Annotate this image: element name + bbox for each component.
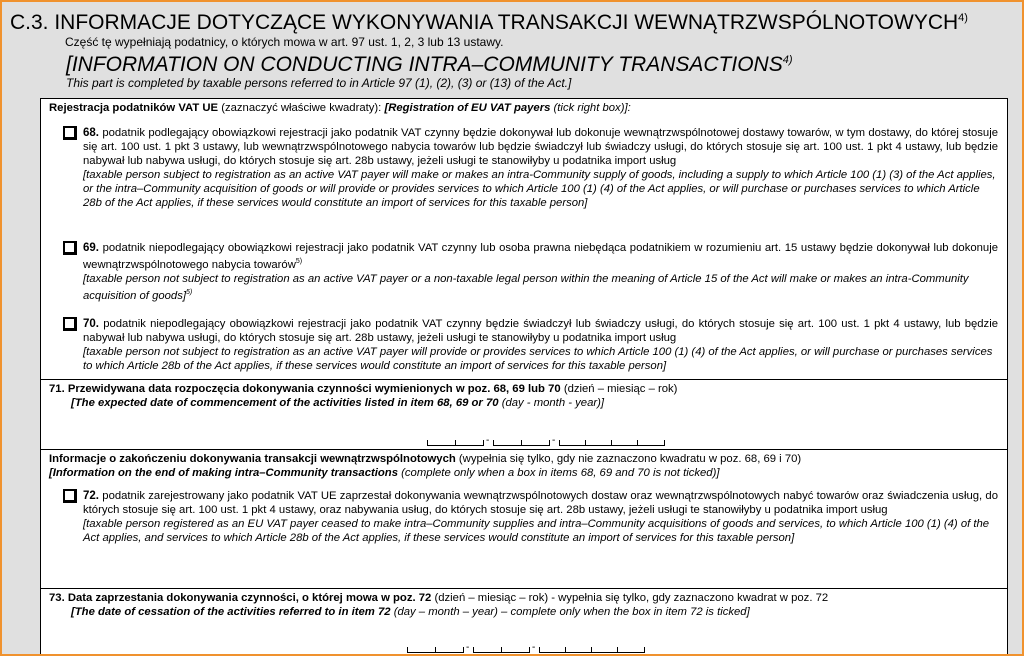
option-70-text-en: [taxable person not subject to registration as an active VAT payer will provide or provides services to which Article 100 (1) (4) of the Act applies, or will purchase or purchases services to which Article 28b of the Act applies, if these services would constitute an import of services for this taxable person]: [83, 346, 993, 372]
option-69-text: podatnik niepodlegający obowiązkowi rejestracji jako podatnik VAT czynny lub osoba prawna niebędąca podatnikiem w rozumieniu art. 15 ustawy będzie dokonywał lub dokonuje wewnątrzwspólnotowego nabycia towarów: [83, 242, 999, 271]
form-panel: Rejestracja podatników VAT UE (zaznaczyć właściwe kwadraty): [Registration of EU VAT payers (tick right box)]: 68. podatnik podlegający obowiązkowi rejestracji jako podatnik VAT czynny będzie dokonywał lub dokonuje wewnątrzwspólnotowej dostawy towarów, w tym dostawy, do której stosuje się art. 100 ust. 1 pkt 3 ustawy, lub wewnątrzwspólnotowego nabycia towarów lub będzie świadczył lub świadczy usługi, do których stosuje się art. 100 ust. 1 pkt 4 ustawy, lub będzie nabywał lub nabywa usługi, do których stosuje się art. 28b ustawy, jeżeli usługi te stanowiłyby u podatnika import usług [taxable person subject to registration as an active VAT payer will make or makes an intra-Community supply of goods, including a supply to which Article 100 (1) (3) of the Act applies, or the intra–Community acquisition of goods or will provide or provides services to which Article 100 (1) (4) of the Act applies, or will purchase or purchases services to which Article 28b of the Act applies, if these services would constitute an import of services for this taxable person] 69. podatnik niepodlegający obowiązkowi rejestracji jako podatnik VAT czynny lub osoba prawna niebędąca podatnikiem w rozumieniu art. 15 ustawy będzie dokonywał lub dokonuje wewnątrzwspólnotowego nabycia towarów$^{5)}$ [taxable person not subject to registration as an active VAT payer or a non-taxable legal person within the meaning of Article 15 of the Act will make or makes an intra-Community acquisition of goods]$^{5)}$ 70. podatnik niepodlegający obowiązkowi rejestracji jako podatnik VAT czynny będzie świadczył lub świadczy usługi, do których stosuje się art. 100 ust. 1 pkt 4 ustawy, lub będzie nabywał lub nabywa usługi, do których stosuje się art. 28b ustawy, jeżeli usługi te stanowiłyby u podatnika import usług [taxable person not subject to registration as an active VAT payer will provide or provides services to which Article 100 (1) (4) of the Act applies, or will purchase or purchases services to which Article 28b of the Act applies, if these services would constitute an import of services for this taxable person] 71. Przewidywana data rozpoczęcia dokonywania czynności wymienionych w poz. 68, 69 lub 70 (dzień – miesiąc – rok) [The expected date of commencement of the activities listed in item 68, 69 or 70 (day - month - year)] - - Informacje o zakończeniu dokonywania transakcji wewnątrzwspólnotowych (wypełnia się tylko, gdy nie zaznaczono kwadratu w poz. 68, 69 i 70) [Information on the end of making intra–Community transactions (complete only when a box in items 68, 69 and 70 is not ticked)] 72. podatnik zarejestrowany jako podatnik VAT UE zaprzestał dokonywania wewnątrzwspólnotowych dostaw oraz wewnątrzwspólnotowych nabyć towarów oraz świadczenia usług, do których stosuje się art. 100 ust. 1 pkt 4 ustawy, oraz nabywania usług, do których stosuje się art. 28b ustawy, jeżeli usługi te stanowiłyby u podatnika import usług [taxable person registered as an EU VAT payer ceased to make intra–Community supplies and intra–Community acquisitions of goods and services, to which Article 100 (1) (4) of the Act applies, and services to which Article 28b of the Act applies, if these services would constitute an import of services for this taxable person] 73. Data zaprzestania dokonywania czynności, o której mowa w poz. 72 (dzień – miesiąc – rok) - wypełnia się tylko, gdy zaznaczono kwadrat w poz. 72 [The date of cessation of the activities referred to in item 72 (day – month – year) – complete only when the box in item 72 is ticked] - -: [40, 98, 1008, 654]
registration-heading: Rejestracja podatników VAT UE (zaznaczyć właściwe kwadraty): [Registration of EU VAT payers (tick right box)]:: [49, 102, 631, 114]
field-71[interactable]: 71. Przewidywana data rozpoczęcia dokonywania czynności wymienionych w poz. 68, 69 lub 70 (dzień – miesiąc – rok) [The expected date of commencement of the activities listed in item 68, 69 or 70 (day - month - year)] - -: [41, 379, 1007, 449]
field-73[interactable]: 73. Data zaprzestania dokonywania czynności, o której mowa w poz. 72 (dzień – miesiąc – rok) - wypełnia się tylko, gdy zaznaczono kwadrat w poz. 72 [The date of cessation of the activities referred to in item 72 (day – month – year) – complete only when the box in item 72 is ticked] - -: [41, 588, 1007, 656]
section-subtitle: Część tę wypełniają podatnicy, o których mowa w art. 97 ust. 1, 2, 3 lub 13 ustawy.: [65, 35, 504, 49]
checkbox-72[interactable]: [63, 489, 77, 503]
section-header: [10, 6, 1010, 90]
checkbox-70[interactable]: [63, 317, 77, 331]
option-70-text: podatnik niepodlegający obowiązkowi rejestracji jako podatnik VAT czynny będzie świadczył lub świadczy usługi, do których stosuje się art. 100 ust. 1 pkt 4 ustawy, lub będzie nabywał lub nabywa usługi, do których stosuje się art. 28b ustawy, jeżeli usługi te stanowiłyby u podatnika import usług: [83, 318, 998, 344]
section-subtitle-en: This part is completed by taxable persons referred to in Article 97 (1), (2), (3) or (13) of the Act.]: [66, 76, 572, 90]
option-68-text: podatnik podlegający obowiązkowi rejestracji jako podatnik VAT czynny będzie dokonywał lub dokonuje wewnątrzwspólnotowej dostawy towarów, w tym dostawy, do której stosuje się art. 100 ust. 1 pkt 3 ustawy, lub wewnątrzwspólnotowego nabycia towarów lub będzie świadczył lub świadczy usługi, do których stosuje się art. 100 ust. 1 pkt 4 ustawy, lub będzie nabywał lub nabywa usługi, do których stosuje się art. 28b ustawy, jeżeli usługi te stanowiłyby u podatnika import usług: [83, 127, 998, 167]
option-72-text: podatnik zarejestrowany jako podatnik VAT UE zaprzestał dokonywania wewnątrzwspólnotowych dostaw oraz wewnątrzwspólnotowych nabyć towarów oraz świadczenia usług, do których stosuje się art. 100 ust. 1 pkt 4 ustawy, oraz nabywania usług, do których stosuje się art. 28b ustawy, jeżeli usługi te stanowiłyby u podatnika import usług: [83, 490, 998, 516]
option-72-text-en: [taxable person registered as an EU VAT payer ceased to make intra–Community supplies and intra–Community acquisitions of goods and services, to which Article 100 (1) (4) of the Act applies, and services to which Article 28b of the Act applies, if these services would constitute an import of services for this taxable person]: [83, 518, 990, 544]
section-title: C.3. INFORMACJE DOTYCZĄCE WYKONYWANIA TRANSAKCJI WEWNĄTRZWSPÓLNOTOWYCH$^{4)}$: [10, 11, 968, 34]
field-73-label: 73. Data zaprzestania dokonywania czynności, o której mowa w poz. 72: [49, 592, 432, 604]
field-71-label: 71. Przewidywana data rozpoczęcia dokonywania czynności wymienionych w poz. 68, 69 lub 70: [49, 383, 561, 395]
option-69-text-en: [taxable person not subject to registration as an active VAT payer or a non-taxable legal person within the meaning of Article 15 of the Act will make or makes an intra-Community acquisition of goods]: [83, 272, 969, 302]
checkbox-68[interactable]: [63, 126, 77, 140]
checkbox-69[interactable]: [63, 241, 77, 255]
section-title-en: [INFORMATION ON CONDUCTING INTRA–COMMUNITY TRANSACTIONS$^{4)}$: [66, 53, 793, 76]
date-input-73[interactable]: - -: [407, 643, 645, 653]
option-68-text-en: [taxable person subject to registration as an active VAT payer will make or makes an intra-Community supply of goods, including a supply to which Article 100 (1) (3) of the Act applies, or the intra–Community acquisition of goods or will provide or provides services to which Article 100 (1) (4) of the Act applies, or will purchase or purchases services to which Article 28b of the Act applies, if these services would constitute an import of services for this taxable person]: [83, 169, 996, 209]
end-section-heading: Informacje o zakończeniu dokonywania transakcji wewnątrzwspólnotowych (wypełnia się tylko, gdy nie zaznaczono kwadratu w poz. 68, 69 i 70) [Information on the end of making intra–Community transactions (complete only when a box in items 68, 69 and 70 is not ticked)]: [41, 449, 1007, 480]
date-input-71[interactable]: - -: [427, 436, 665, 446]
